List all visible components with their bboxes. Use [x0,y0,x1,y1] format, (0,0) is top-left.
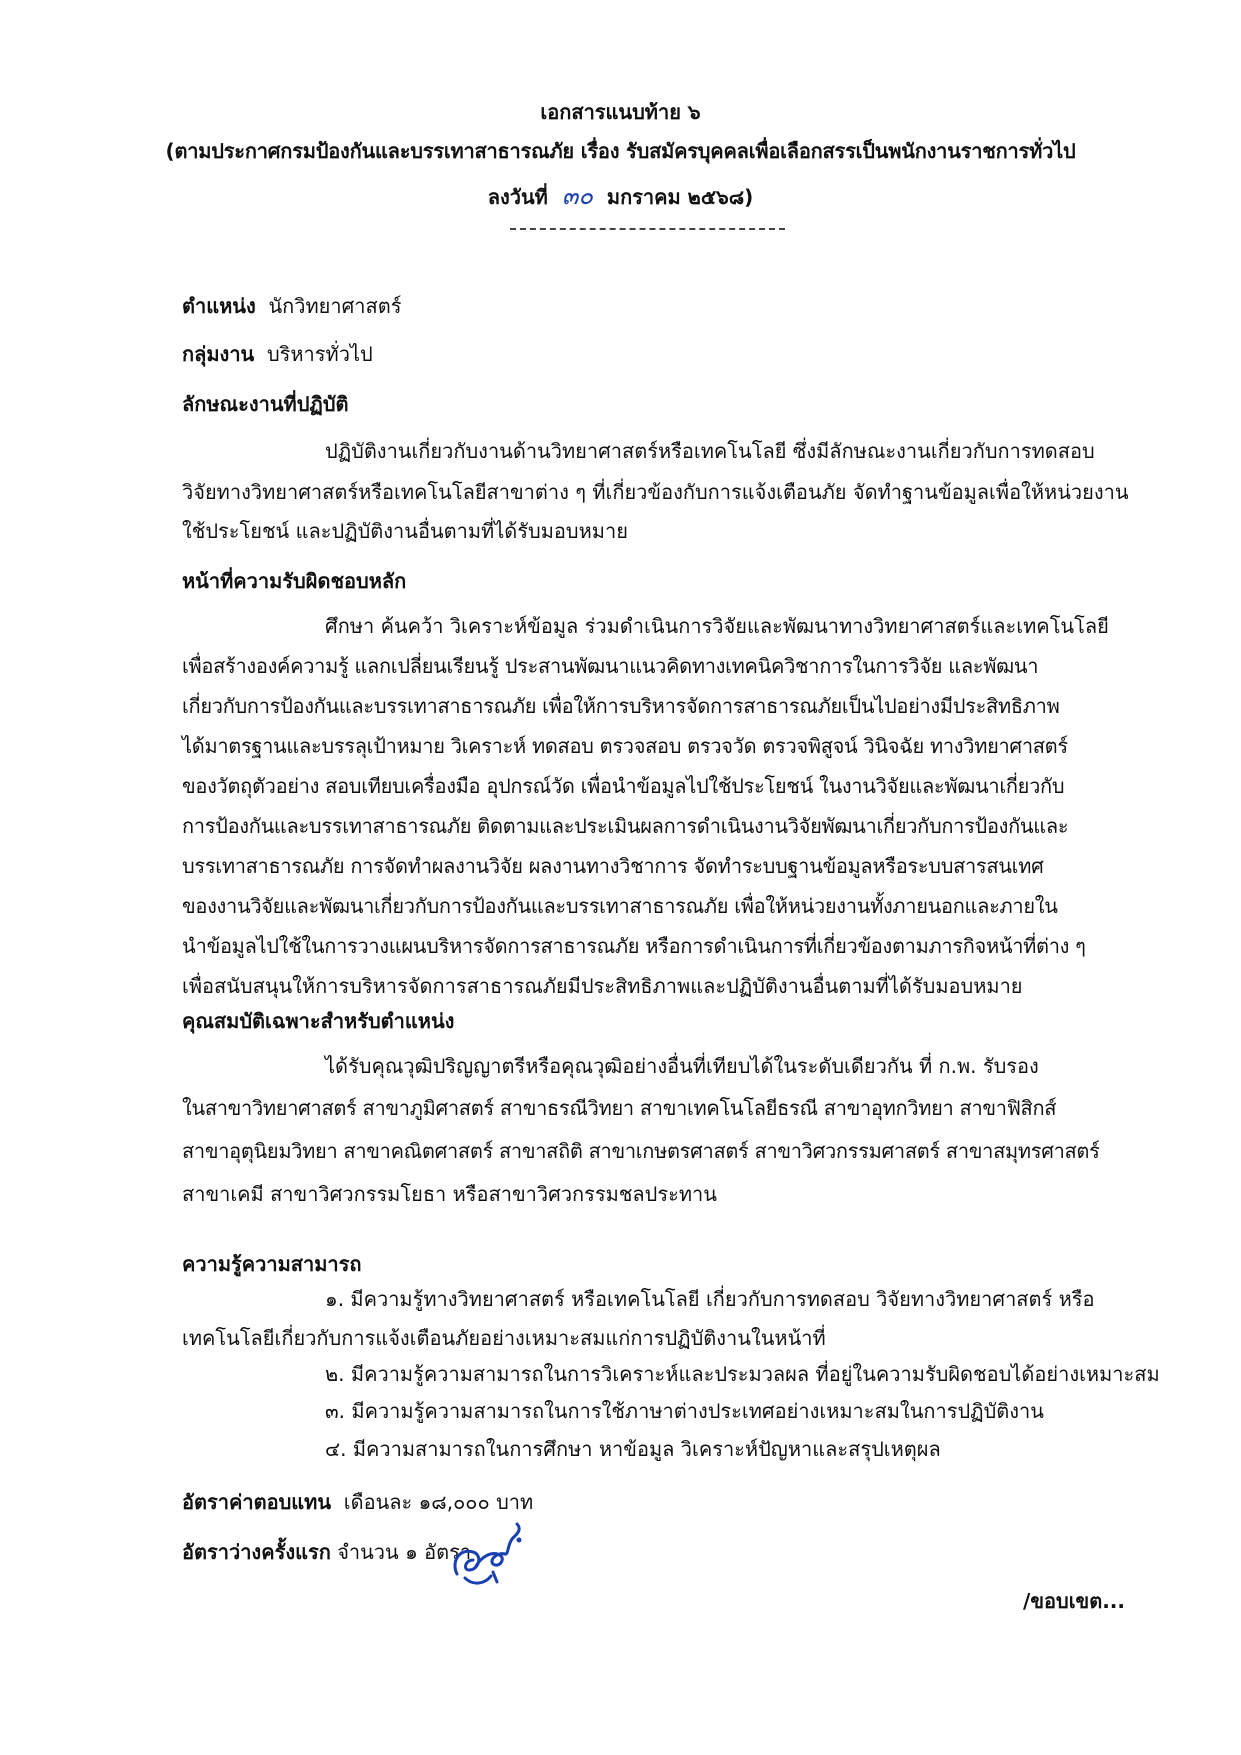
group-line [182,338,373,370]
knowledge-item-1-cont: เทคโนโลยีเกี่ยวกับการแจ้งเตือนภัยอย่างเหมาะสมแก่การปฏิบัติงานในหน้าที่ [182,1326,826,1350]
duties-line: เกี่ยวกับการป้องกันและบรรเทาสาธารณภัย เพื่อให้การบริหารจัดการสาธารณภัยเป็นไปอย่างมีประสิทธิภาพ [182,694,1060,718]
duties-line: บรรเทาสาธารณภัย การจัดทำผลงานวิจัย ผลงานทางวิชาการ จัดทำระบบฐานข้อมูลหรือระบบสารสนเทศ [182,854,1044,878]
continued-marker: /ขอบเขต... [1023,1589,1125,1613]
duties-line: ของงานวิจัยและพัฒนาเกี่ยวกับการป้องกันและบรรเทาสาธารณภัย เพื่อให้หน่วยงานทั้งภายนอกและภายใน [182,894,1058,918]
knowledge-item-2: ๒. มีความรู้ความสามารถในการวิเคราะห์และประมวลผล ที่อยู่ในความรับผิดชอบได้อย่างเหมาะสม [325,1362,1160,1386]
announcement-date [0,176,1241,215]
qualifications-line: สาขาอุตุนิยมวิทยา สาขาคณิตศาสตร์ สาขาสถิติ สาขาเกษตรศาสตร์ สาขาวิศวกรรมศาสตร์ สาขาสมุทรศาสตร์ [182,1139,1100,1163]
vacancy-line [182,1536,471,1568]
job-line: ปฏิบัติงานเกี่ยวกับงานด้านวิทยาศาสตร์หรือเทคโนโลยี ซึ่งมีลักษณะงานเกี่ยวกับการทดสอบ [325,439,1095,463]
group-label: กลุ่มงาน [182,342,255,366]
duties-line: เพื่อสนับสนุนให้การบริหารจัดการสาธารณภัยมีประสิทธิภาพและปฏิบัติงานอื่นตามที่ได้รับมอบหมาย [182,974,1023,998]
qualifications-line: ในสาขาวิทยาศาสตร์ สาขาภูมิศาสตร์ สาขาธรณีวิทยา สาขาเทคโนโลยีธรณี สาขาอุทกวิทยา สาขาฟิสิกส์ [182,1096,1057,1120]
vacancy-value: จำนวน ๑ อัตรา [337,1540,472,1564]
duties-line: ของวัตถุตัวอย่าง สอบเทียบเครื่องมือ อุปกรณ์วัด เพื่อนำข้อมูลไปใช้ประโยชน์ ในงานวิจัยและพัฒนาเกี่ยวกับ [182,774,1065,798]
qualifications-heading: คุณสมบัติเฉพาะสำหรับตำแหน่ง [182,1009,455,1033]
vacancy-label: อัตราว่างครั้งแรก [182,1540,331,1564]
duties-line: ศึกษา ค้นคว้า วิเคราะห์ข้อมูล ร่วมดำเนินการวิจัยและพัฒนาทางวิทยาศาสตร์และเทคโนโลยี [325,614,1109,638]
duties-line: การป้องกันและบรรเทาสาธารณภัย ติดตามและประเมินผลการดำเนินงานวิจัยพัฒนาเกี่ยวกับการป้องกันและ [182,814,1069,838]
knowledge-heading: ความรู้ความสามารถ [182,1252,362,1276]
knowledge-item-3: ๓. มีความรู้ความสามารถในการใช้ภาษาต่างประเทศอย่างเหมาะสมในการปฏิบัติงาน [325,1399,1044,1423]
duties-line: ได้มาตรฐานและบรรลุเป้าหมาย วิเคราะห์ ทดสอบ ตรวจสอบ ตรวจวัด ตรวจพิสูจน์ วินิจฉัย ทางวิทยาศาสตร์ [182,734,1068,758]
date-suffix: มกราคม ๒๕๖๘) [606,185,754,209]
position-line [182,290,401,322]
position-value: นักวิทยาศาสตร์ [268,294,402,318]
attachment-title: เอกสารแนบท้าย ๖ [540,100,701,124]
divider [510,228,785,230]
salary-label: อัตราค่าตอบแทน [182,1490,332,1514]
knowledge-item-1: ๑. มีความรู้ทางวิทยาศาสตร์ หรือเทคโนโลยี เกี่ยวกับการทดสอบ วิจัยทางวิทยาศาสตร์ หรือ [325,1287,1095,1311]
announcement-subtitle: (ตามประกาศกรมป้องกันและบรรเทาสาธารณภัย เรื่อง รับสมัครบุคคลเพื่อเลือกสรรเป็นพนักงานราชการทั่วไป [165,139,1076,163]
job-line: วิจัยทางวิทยาศาสตร์หรือเทคโนโลยีสาขาต่าง ๆ ที่เกี่ยวข้องกับการแจ้งเตือนภัย จัดทำฐานข้อมูลเพื่อให้หน่วยงาน [182,480,1129,504]
qualifications-line: สาขาเคมี สาขาวิศวกรรมโยธา หรือสาขาวิศวกรรมชลประทาน [182,1182,717,1206]
duties-heading: หน้าที่ความรับผิดชอบหลัก [182,569,407,593]
signature-initial [445,1512,535,1602]
job-line: ใช้ประโยชน์ และปฏิบัติงานอื่นตามที่ได้รับมอบหมาย [182,519,628,543]
group-value: บริหารทั่วไป [266,342,373,366]
date-prefix: ลงวันที่ [487,185,548,209]
position-label: ตำแหน่ง [182,294,256,318]
duties-line: นำข้อมูลไปใช้ในการวางแผนบริหารจัดการสาธารณภัย หรือการดำเนินการที่เกี่ยวข้องตามภารกิจหน้าที่ต่าง ๆ [182,934,1086,958]
qualifications-line: ได้รับคุณวุฒิปริญญาตรีหรือคุณวุฒิอย่างอื่นที่เทียบได้ในระดับเดียวกัน ที่ ก.พ. รับรอง [325,1054,1039,1078]
duties-line: เพื่อสร้างองค์ความรู้ แลกเปลี่ยนเรียนรู้ ประสานพัฒนาแนวคิดทางเทคนิควิชาการในการวิจัย และพัฒนา [182,654,1039,678]
date-day-handwritten: ๓๐ [561,182,593,210]
salary-value: เดือนละ ๑๘,๐๐๐ บาท [343,1490,534,1514]
knowledge-item-4: ๔. มีความสามารถในการศึกษา หาข้อมูล วิเคราะห์ปัญหาและสรุปเหตุผล [325,1437,941,1461]
job-heading: ลักษณะงานที่ปฏิบัติ [182,392,349,416]
